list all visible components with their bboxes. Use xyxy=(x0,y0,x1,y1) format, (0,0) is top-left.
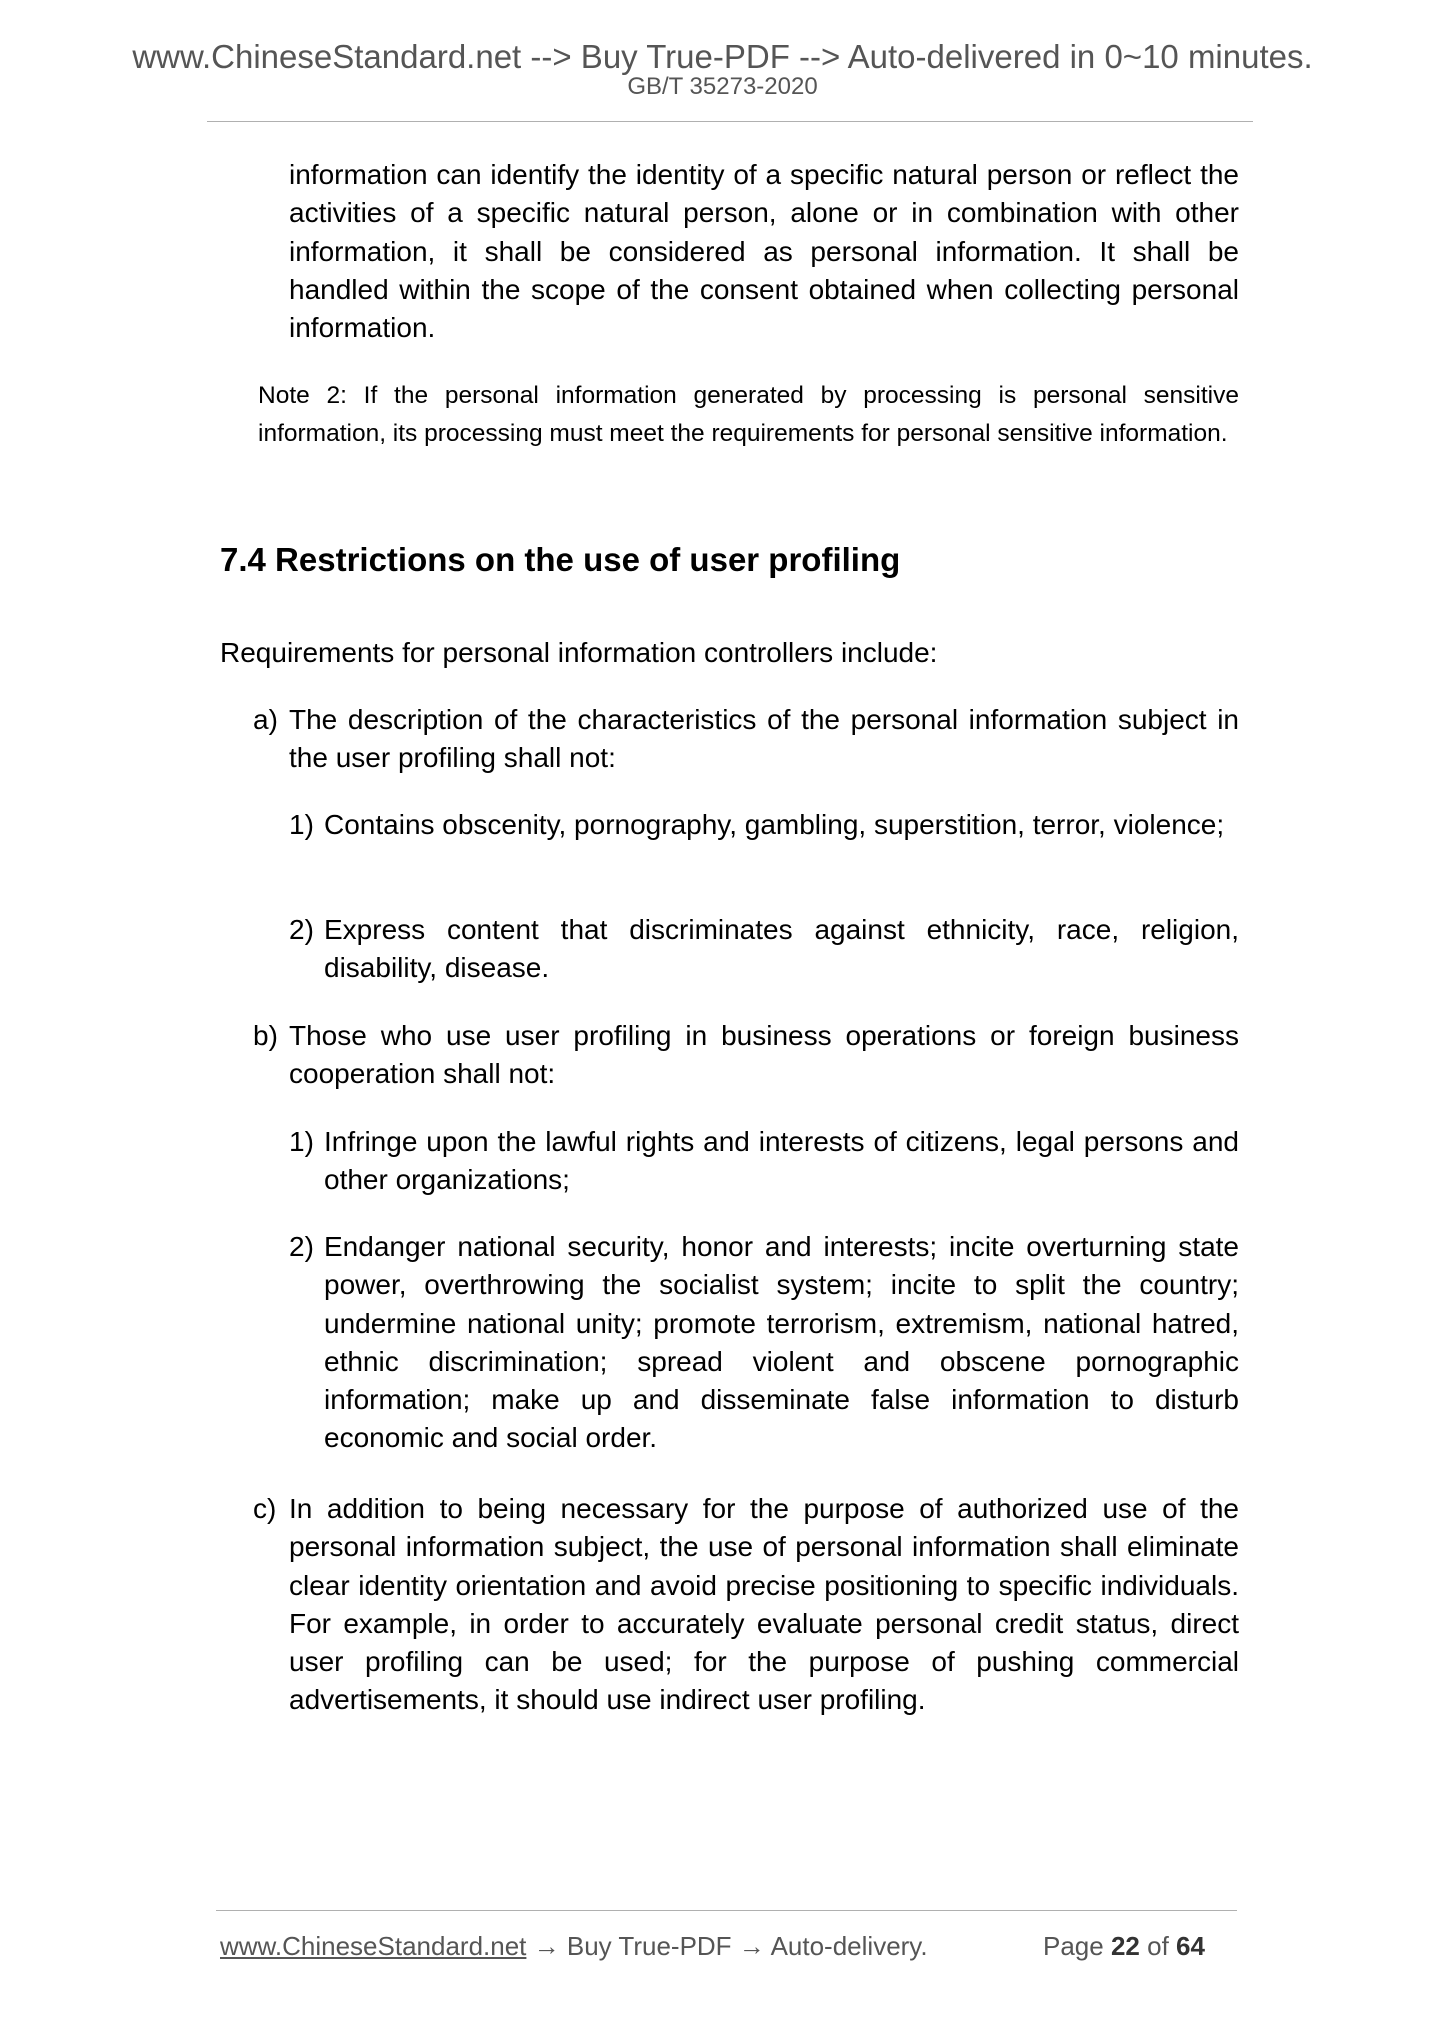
standard-code: GB/T 35273-2020 xyxy=(627,73,818,100)
list-item-text: The description of the characteristics of the personal information subject in the user profiling shall not: xyxy=(289,704,1239,774)
footer-promo xyxy=(220,1933,928,1959)
sub-item-text: Express content that discriminates against ethnicity, race, religion, disability, disease. xyxy=(324,914,1239,984)
sub-marker: 2) xyxy=(289,1231,314,1262)
footer-site-link[interactable]: www.ChineseStandard.net xyxy=(220,1931,527,1961)
sub-item-text: Infringe upon the lawful rights and interests of citizens, legal persons and other organizations; xyxy=(324,1126,1239,1196)
sub-item-a2 xyxy=(289,911,1239,988)
header-divider xyxy=(207,121,1253,122)
list-marker: c) xyxy=(253,1493,277,1524)
intro-paragraph: Requirements for personal information controllers include: xyxy=(220,637,938,668)
note-paragraph: Note 2: If the personal information generated by processing is personal sensitive information, its processing must meet the requirements for personal sensitive information. xyxy=(258,382,1239,447)
list-item-a xyxy=(253,701,1239,778)
list-item-text: In addition to being necessary for the purpose of authorized use of the personal information subject, the use of personal information shall eliminate clear identity orientation and avoid precise positioning to specific individuals. For example, in order to accurately evaluate personal credit status, direct user profiling can be used; for the purpose of pushing commercial advertisements, it should use indirect user profiling. xyxy=(289,1493,1239,1716)
sub-item-b1 xyxy=(289,1123,1239,1200)
total-pages: 64 xyxy=(1176,1931,1205,1961)
list-item-c xyxy=(253,1490,1239,1720)
footer-divider xyxy=(216,1910,1237,1911)
list-marker: b) xyxy=(253,1020,278,1051)
list-item-b xyxy=(253,1017,1239,1094)
page-number: 22 xyxy=(1110,1931,1140,1961)
page-label: Page xyxy=(1043,1931,1104,1961)
sub-marker: 1) xyxy=(289,809,314,840)
sub-item-text: Contains obscenity, pornography, gambling, superstition, terror, violence; xyxy=(324,809,1225,840)
footer-promo-tail: → Buy True-PDF → Auto-delivery. xyxy=(526,1931,928,1961)
list-marker: a) xyxy=(253,704,278,735)
header-banner: www.ChineseStandard.net --> Buy True-PDF --> Auto-delivered in 0~10 minutes. xyxy=(132,38,1313,75)
of-label: of xyxy=(1147,1931,1169,1961)
sub-item-b2 xyxy=(289,1228,1239,1458)
page-counter xyxy=(1043,1933,1205,1959)
sub-marker: 2) xyxy=(289,914,314,945)
sub-item-a1 xyxy=(289,806,1239,844)
sub-item-text: Endanger national security, honor and interests; incite overturning state power, overthrowing the socialist system; incite to split the country; undermine national unity; promote terrorism, extremism, national hatred, ethnic discrimination; spread violent and obscene pornographic information; make up and disseminate false information to disturb economic and social order. xyxy=(324,1231,1239,1454)
list-item-text: Those who use user profiling in business operations or foreign business cooperation shall not: xyxy=(289,1020,1239,1090)
continuation-paragraph: information can identify the identity of a specific natural person or reflect the activities of a specific natural person, alone or in combination with other information, it shall be considered as personal information. It shall be handled within the scope of the consent obtained when collecting personal information. xyxy=(289,159,1239,344)
sub-marker: 1) xyxy=(289,1126,314,1157)
section-heading: 7.4 Restrictions on the use of user profiling xyxy=(220,541,901,578)
